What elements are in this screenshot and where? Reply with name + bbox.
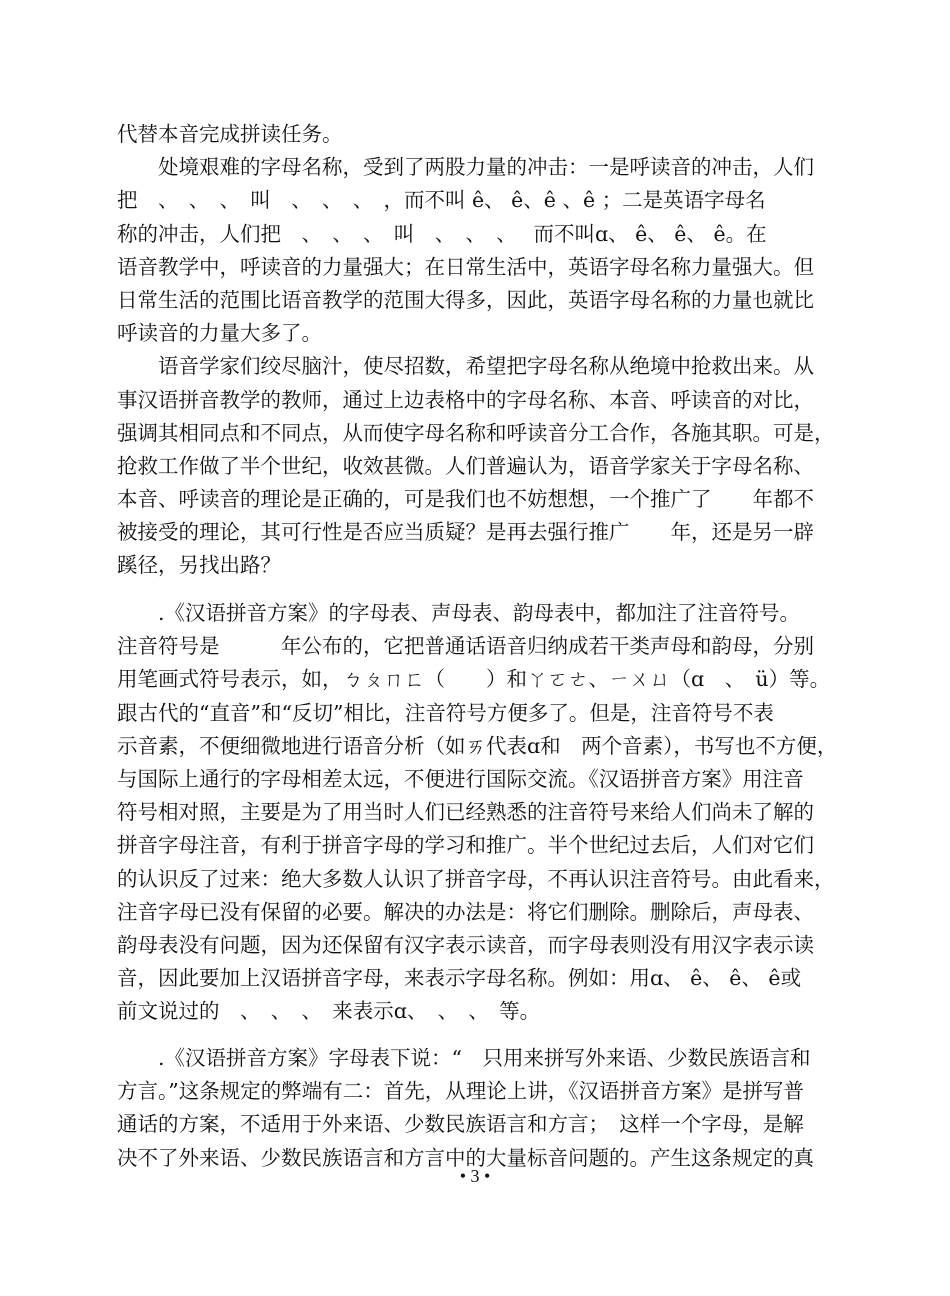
text-block-2 <box>117 597 837 1028</box>
text-line: 拼音字母注音，有利于拼音字母的学习和推广。半个世纪过去后，人们对它们 <box>117 833 814 858</box>
text-line: 被接受的理论，其可行性是否应当质疑？是再去强行推广 年，还是另一辟 <box>117 520 814 545</box>
text-line: 称的冲击，人们把 、 、 、 叫 、 、 、 而不叫ɑ、 ê、 ê、 ê。在 <box>117 221 767 246</box>
text-block-3 <box>117 1042 837 1175</box>
text-line: 语音教学中，呼读音的力量强大；在日常生活中，英语字母名称力量强大。但 <box>117 254 814 279</box>
text-line: .《汉语拼音方案》字母表下说：“ 只用来拼写外来语、少数民族语言和 <box>117 1046 811 1070</box>
text-line: 音，因此要加上汉语拼音字母，来表示字母名称。例如：用ɑ、 ê、 ê、 ê或 <box>117 966 802 991</box>
text-block-1 <box>117 118 837 583</box>
text-line: 语音学家们绞尽脑汁，使尽招数，希望把字母名称从绝境中抢救出来。从 <box>117 354 814 379</box>
text-line: 的认识反了过来：绝大多数人认识了拼音字母，不再认识注音符号。由此看来， <box>117 866 835 891</box>
text-line: 方言。”这条规定的弊端有二：首先，从理论上讲，《汉语拼音方案》是拼写普 <box>117 1079 804 1104</box>
text-line: 日常生活的范围比语音教学的范围大得多，因此，英语字母名称的力量也就比 <box>117 287 814 312</box>
text-line: 代替本音完成拼读任务。 <box>117 122 343 146</box>
text-line: 用笔画式符号表示，如，ㄅㄆㄇㄈ（ ）和ㄚㄛㄜ、ㄧㄨㄩ（ɑ 、 ü）等。 <box>117 667 831 692</box>
text-line: 注音符号是 年公布的，它把普通话语音归纳成若干类声母和韵母，分别 <box>117 634 814 659</box>
text-line: 韵母表没有问题，因为还保留有汉字表示读音，而字母表则没有用汉字表示读 <box>117 932 814 957</box>
text-line: 与国际上通行的字母相差太远，不便进行国际交流。《汉语拼音方案》用注音 <box>117 766 804 791</box>
text-line: 示音素，不便细微地进行语音分析（如ㄞ代表ɑ和 两个音素），书写也不方便， <box>117 733 838 758</box>
page-number: • 3 • <box>459 1166 491 1186</box>
text-line: 强调其相同点和不同点，从而使字母名称和呼读音分工合作，各施其职。可是， <box>117 420 835 445</box>
text-line: 符号相对照，主要是为了用当时人们已经熟悉的注音符号来给人们尚未了解的 <box>117 800 814 825</box>
text-line: 事汉语拼音教学的教师，通过上边表格中的字母名称、本音、呼读音的对比， <box>117 387 814 412</box>
text-line: 跟古代的“直音”和“反切”相比，注音符号方便多了。但是，注音符号不表 <box>117 700 774 725</box>
text-line: 通话的方案，不适用于外来语、少数民族语言和方言； 这样一个字母，是解 <box>117 1112 804 1137</box>
text-line: .《汉语拼音方案》的字母表、声母表、韵母表中，都加注了注音符号。 <box>117 601 801 625</box>
text-line: 本音、呼读音的理论是正确的，可是我们也不妨想想，一个推广了 年都不 <box>117 487 814 512</box>
text-line: 注音字母已没有保留的必要。解决的办法是：将它们删除。删除后，声母表、 <box>117 899 814 924</box>
text-line: 决不了外来语、少数民族语言和方言中的大量标音问题的。产生这条规定的真 <box>117 1145 814 1170</box>
text-line: 处境艰难的字母名称，受到了两股力量的冲击：一是呼读音的冲击，人们 <box>117 155 814 180</box>
text-line: 呼读音的力量大多了。 <box>117 321 322 346</box>
text-line: 把 、 、 、 叫 、 、 、 ，而不叫 ê、 ê、ê 、ê ；二是英语字母名 <box>117 188 766 213</box>
text-line: 蹊径，另找出路？ <box>117 553 281 578</box>
text-line: 抢救工作做了半个世纪，收效甚微。人们普遍认为，语音学家关于字母名称、 <box>117 453 814 478</box>
text-line: 前文说过的 、 、 、 来表示ɑ、 、 、 等。 <box>117 999 541 1024</box>
